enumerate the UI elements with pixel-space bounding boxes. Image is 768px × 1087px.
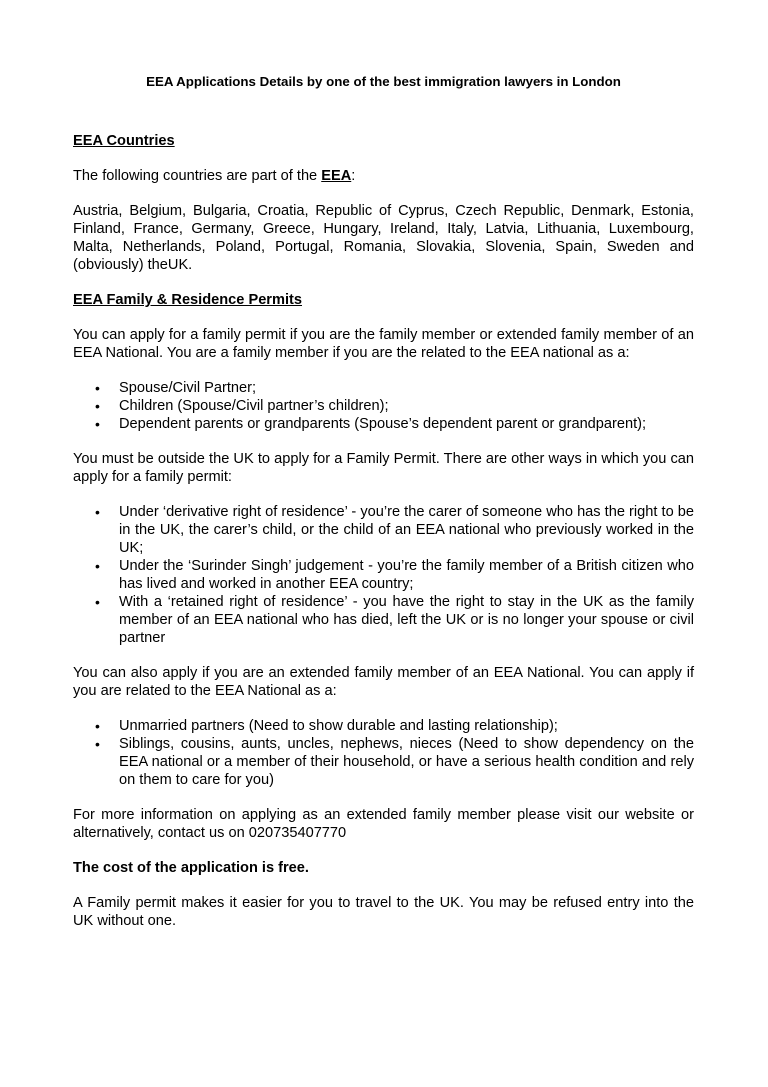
extended-family-list xyxy=(73,717,694,789)
countries-intro xyxy=(73,167,694,185)
list-item-text: Under the ‘Surinder Singh’ judgement - you’re the family member of a British citizen who has lived and worked in another EEA country; xyxy=(119,558,694,592)
bullet-icon: • xyxy=(95,416,100,432)
bullet-icon: • xyxy=(95,558,100,574)
list-item-text: Under ‘derivative right of residence’ - you’re the carer of someone who has the right to be in the UK, the carer’s child, or the child of an EEA national who previously worked in the UK; xyxy=(119,504,694,556)
family-permit-paragraph: You can apply for a family permit if you are the family member or extended family member of an EEA National. You are a family member if you are the related to the EEA national as a: xyxy=(73,327,694,361)
countries-list-paragraph: Austria, Belgium, Bulgaria, Croatia, Republic of Cyprus, Czech Republic, Denmark, Estonia, Finland, France, Germany, Greece, Hungary, Ireland, Italy, Latvia, Lithuania, Luxembourg, Malta, Netherlands, Poland, Portugal, Romania, Slovakia, Slovenia, Spain, Sweden and (obviously) theUK. xyxy=(73,203,694,273)
bullet-icon: • xyxy=(95,594,100,610)
family-permit-travel-paragraph: A Family permit makes it easier for you to travel to the UK. You may be refused entry into the UK without one. xyxy=(73,895,694,929)
list-item xyxy=(73,557,694,593)
bullet-icon: • xyxy=(95,504,100,520)
list-item xyxy=(73,397,694,415)
list-item-text: Unmarried partners (Need to show durable and lasting relationship); xyxy=(119,718,558,734)
list-item-text: Siblings, cousins, aunts, uncles, nephews, nieces (Need to show dependency on the EEA national or a member of their household, or have a serious health condition and rely on them to care for you) xyxy=(119,736,694,788)
intro-colon: : xyxy=(351,168,356,184)
list-item xyxy=(73,593,694,647)
list-item xyxy=(73,415,694,433)
document-content xyxy=(73,73,694,947)
list-item xyxy=(73,717,694,735)
bullet-icon: • xyxy=(95,398,100,414)
list-item-text: With a ‘retained right of residence’ - you have the right to stay in the UK as the family member of an EEA national who has died, left the UK or is no longer your spouse or civil partner xyxy=(119,594,694,646)
other-ways-list xyxy=(73,503,694,647)
document-title: EEA Applications Details by one of the best immigration lawyers in London xyxy=(146,74,621,89)
list-item xyxy=(73,735,694,789)
bullet-icon: • xyxy=(95,736,100,752)
bullet-icon: • xyxy=(95,718,100,734)
more-information-paragraph: For more information on applying as an extended family member please visit our website or alternatively, contact us on 020735407770 xyxy=(73,807,694,841)
section-heading-family-permits: EEA Family & Residence Permits xyxy=(73,292,302,308)
intro-text: The following countries are part of the xyxy=(73,168,322,184)
outside-uk-paragraph: You must be outside the UK to apply for a Family Permit. There are other ways in which you can apply for a family permit: xyxy=(73,451,694,485)
family-member-list xyxy=(73,379,694,433)
list-item xyxy=(73,379,694,397)
list-item-text: Spouse/Civil Partner; xyxy=(119,380,257,396)
eea-link[interactable]: EEA xyxy=(321,168,352,184)
extended-family-paragraph: You can also apply if you are an extended family member of an EEA National. You can apply if you are related to the EEA National as a: xyxy=(73,665,694,699)
list-item-text: Children (Spouse/Civil partner’s children); xyxy=(119,398,389,414)
cost-statement: The cost of the application is free. xyxy=(73,860,309,876)
bullet-icon: • xyxy=(95,380,100,396)
list-item-text: Dependent parents or grandparents (Spouse’s dependent parent or grandparent); xyxy=(119,416,647,432)
section-heading-eea-countries: EEA Countries xyxy=(73,133,175,149)
list-item xyxy=(73,503,694,557)
